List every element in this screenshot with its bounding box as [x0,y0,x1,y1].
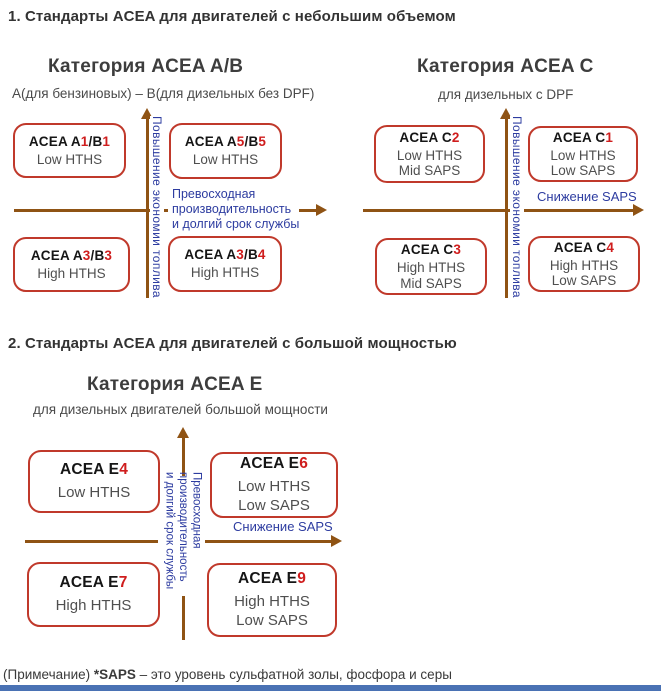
ab-x-axis-label-line: Превосходная [172,187,256,201]
e-x-axis-line [205,540,333,543]
footnote-rest: – это уровень сульфатной золы, фосфора и серы [135,667,452,682]
box-acea-e7 [27,562,160,627]
box-acea-c1 [528,126,638,182]
box-title: ACEA C1 [552,129,614,145]
box-title: ACEA E6 [239,455,309,472]
box-line: Low HTHS [396,147,463,163]
box-title: ACEA E9 [237,570,307,587]
box-acea-a3-b3 [13,237,130,292]
box-title: ACEA E4 [59,461,129,478]
c-x-axis-line [363,209,635,212]
diagram-c-title: Категория ACEA C [417,56,594,77]
section-2-title: 2. Стандарты ACEA для двигателей с большой мощностью [8,335,457,352]
diagram-e-title: Категория ACEA E [87,374,263,395]
diagram-c-subtitle: для дизельных с DPF [438,87,574,102]
box-line: Low SAPS [238,497,310,514]
diagram-e-subtitle: для дизельных двигателей большой мощности [33,402,328,417]
box-line: Mid SAPS [398,163,461,178]
c-y-axis-line [505,118,508,298]
box-line: Mid SAPS [400,275,462,291]
footnote-prefix: (Примечание) [3,667,94,682]
box-line: High HTHS [37,265,106,281]
box-line: High HTHS [55,597,132,614]
e-x-axis-label: Снижение SAPS [233,519,333,534]
box-acea-a1-b1 [13,123,126,178]
box-line: Low HTHS [57,484,131,501]
box-acea-e4 [28,450,160,513]
e-y-axis-label-line: производительность [177,472,189,582]
box-line: Low SAPS [236,612,308,629]
box-line: Low HTHS [36,151,103,167]
ab-x-axis-arrowhead-icon [316,204,327,216]
box-title: ACEA A3/B3 [30,247,113,263]
e-x-axis-line [25,540,158,543]
box-line: High HTHS [190,265,260,281]
ab-y-axis-line [146,118,149,298]
box-line: High HTHS [234,593,310,610]
e-y-axis-line [182,596,185,640]
box-line: High HTHS [396,260,466,275]
ab-x-axis-label-line: производительность [172,202,292,216]
ab-x-axis-line [14,209,168,212]
box-acea-a5-b5 [169,123,282,179]
box-line: Low SAPS [551,273,617,288]
box-title: ACEA C2 [399,129,460,145]
e-y-axis-arrowhead-icon [177,427,189,438]
box-acea-e6 [210,452,338,518]
e-y-axis-label-line: Превосходная [190,472,203,549]
box-acea-e9 [207,563,337,637]
c-y-axis-label: Повышение экономии топлива [510,116,524,298]
bottom-blue-bar [0,685,661,691]
e-y-axis-line [182,437,185,476]
e-y-axis-label [162,472,203,600]
ab-y-axis-label: Повышение экономии топлива [150,116,164,298]
box-line: Low SAPS [550,163,616,178]
box-title: ACEA A5/B5 [184,134,267,150]
box-line: Low HTHS [550,147,616,163]
footnote [3,667,452,682]
box-acea-a3-b4 [168,236,282,292]
box-title: ACEA A1/B1 [28,133,111,149]
footnote-term: *SAPS [93,667,136,682]
diagram-ab-title: Категория ACEA A/B [48,56,244,77]
ab-x-axis-label-line: и долгий срок службы [172,217,300,231]
box-title: ACEA A3/B4 [184,247,266,263]
box-acea-c2 [374,125,485,183]
box-title: ACEA E7 [59,574,128,591]
box-line: High HTHS [549,257,619,273]
e-x-axis-arrowhead-icon [331,535,342,547]
e-y-axis-label-line: и долгий срок службы [163,472,176,590]
box-acea-c4 [528,236,640,292]
box-line: Low HTHS [237,478,311,495]
box-title: ACEA C4 [553,239,615,255]
box-line: Low HTHS [192,152,259,168]
section-1-title: 1. Стандарты ACEA для двигателей с небольшим объемом [8,8,456,25]
box-acea-c3 [375,238,487,295]
c-x-axis-label: Снижение SAPS [537,189,637,204]
c-x-axis-arrowhead-icon [633,204,644,216]
diagram-ab-subtitle: А(для бензиновых) – В(для дизельных без DPF) [12,86,315,101]
ab-x-axis-label [172,187,299,232]
box-title: ACEA C3 [400,242,462,257]
